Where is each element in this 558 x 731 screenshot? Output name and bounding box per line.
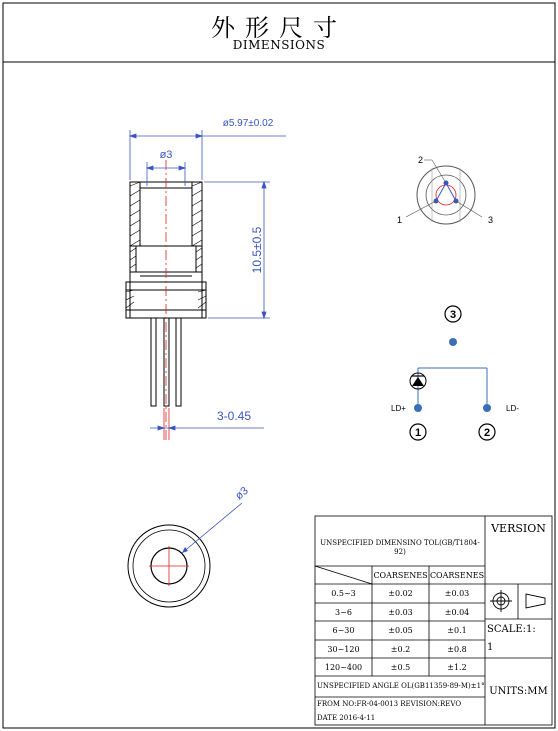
- form-number: FROM NO:FR-04-0013 REVISION:REVO: [317, 699, 462, 708]
- outer-diameter-label: ø5.97±0.02: [222, 118, 274, 129]
- tol-range-3: 30~120: [327, 644, 360, 654]
- drawing-date: DATE 2016-4-11: [317, 713, 376, 722]
- tol-fine-4: ±0.5: [390, 662, 411, 672]
- col1-header: COARSENES: [373, 570, 428, 580]
- pin3-dot: [449, 338, 457, 346]
- tol-range-1: 3~6: [335, 607, 352, 617]
- pin1-number: 1: [414, 427, 422, 439]
- top-pin-3-label: 2: [418, 155, 424, 165]
- ld-plus-label: LD+: [391, 404, 406, 413]
- title-block: [315, 516, 552, 725]
- tol-fine-2: ±0.05: [388, 626, 413, 635]
- side-dimensions: [130, 130, 286, 440]
- tolerance-header: UNSPECIFIED DIMENSINO TOL(GB/T1804-92): [320, 539, 480, 556]
- page-title-english: DIMENSIONS: [232, 38, 326, 52]
- pin-diameter-label: 3-0.45: [216, 409, 252, 423]
- tol-coarse-0: ±0.03: [444, 589, 470, 598]
- pin2-number: 2: [483, 427, 491, 439]
- scale-label: SCALE:1:: [487, 623, 536, 635]
- pin2-dot: [483, 404, 491, 412]
- tol-range-2: 6~30: [332, 626, 355, 635]
- pin1-dot: [414, 404, 422, 412]
- units-label: UNITS:MM: [489, 686, 548, 697]
- tol-coarse-2: ±0.1: [447, 626, 467, 635]
- bottom-diameter-label: ø3: [233, 484, 251, 503]
- tol-coarse-4: ±1.2: [447, 662, 467, 672]
- tol-coarse-1: ±0.04: [444, 607, 470, 617]
- top-pin-1-label: 1: [397, 215, 403, 225]
- pin-schematic: [410, 306, 495, 440]
- top-view: [406, 160, 482, 224]
- version-label: VERSION: [491, 521, 546, 535]
- angle-tolerance: UNSPECIFIED ANGLE OL(GB11359-89-M)±1°: [317, 682, 485, 690]
- tol-fine-1: ±0.03: [388, 607, 413, 617]
- tol-coarse-3: ±0.8: [447, 644, 467, 654]
- pin3-number: 3: [449, 309, 457, 321]
- page-title-chinese: 外形尺寸: [211, 14, 347, 42]
- col2-header: COARSENES: [429, 570, 485, 580]
- top-pin-2-label: 3: [488, 215, 494, 225]
- height-label: 10.5±0.5: [250, 226, 264, 274]
- tol-range-0: 0.5~3: [331, 589, 356, 598]
- bottom-view: [128, 503, 242, 607]
- tol-fine-3: ±0.2: [390, 644, 411, 654]
- scale-value: 1: [487, 641, 494, 653]
- tol-range-4: 120~400: [324, 662, 363, 672]
- ld-minus-label: LD-: [506, 404, 519, 413]
- tol-fine-0: ±0.02: [388, 589, 413, 598]
- inner-diameter-label: ø3: [159, 149, 173, 161]
